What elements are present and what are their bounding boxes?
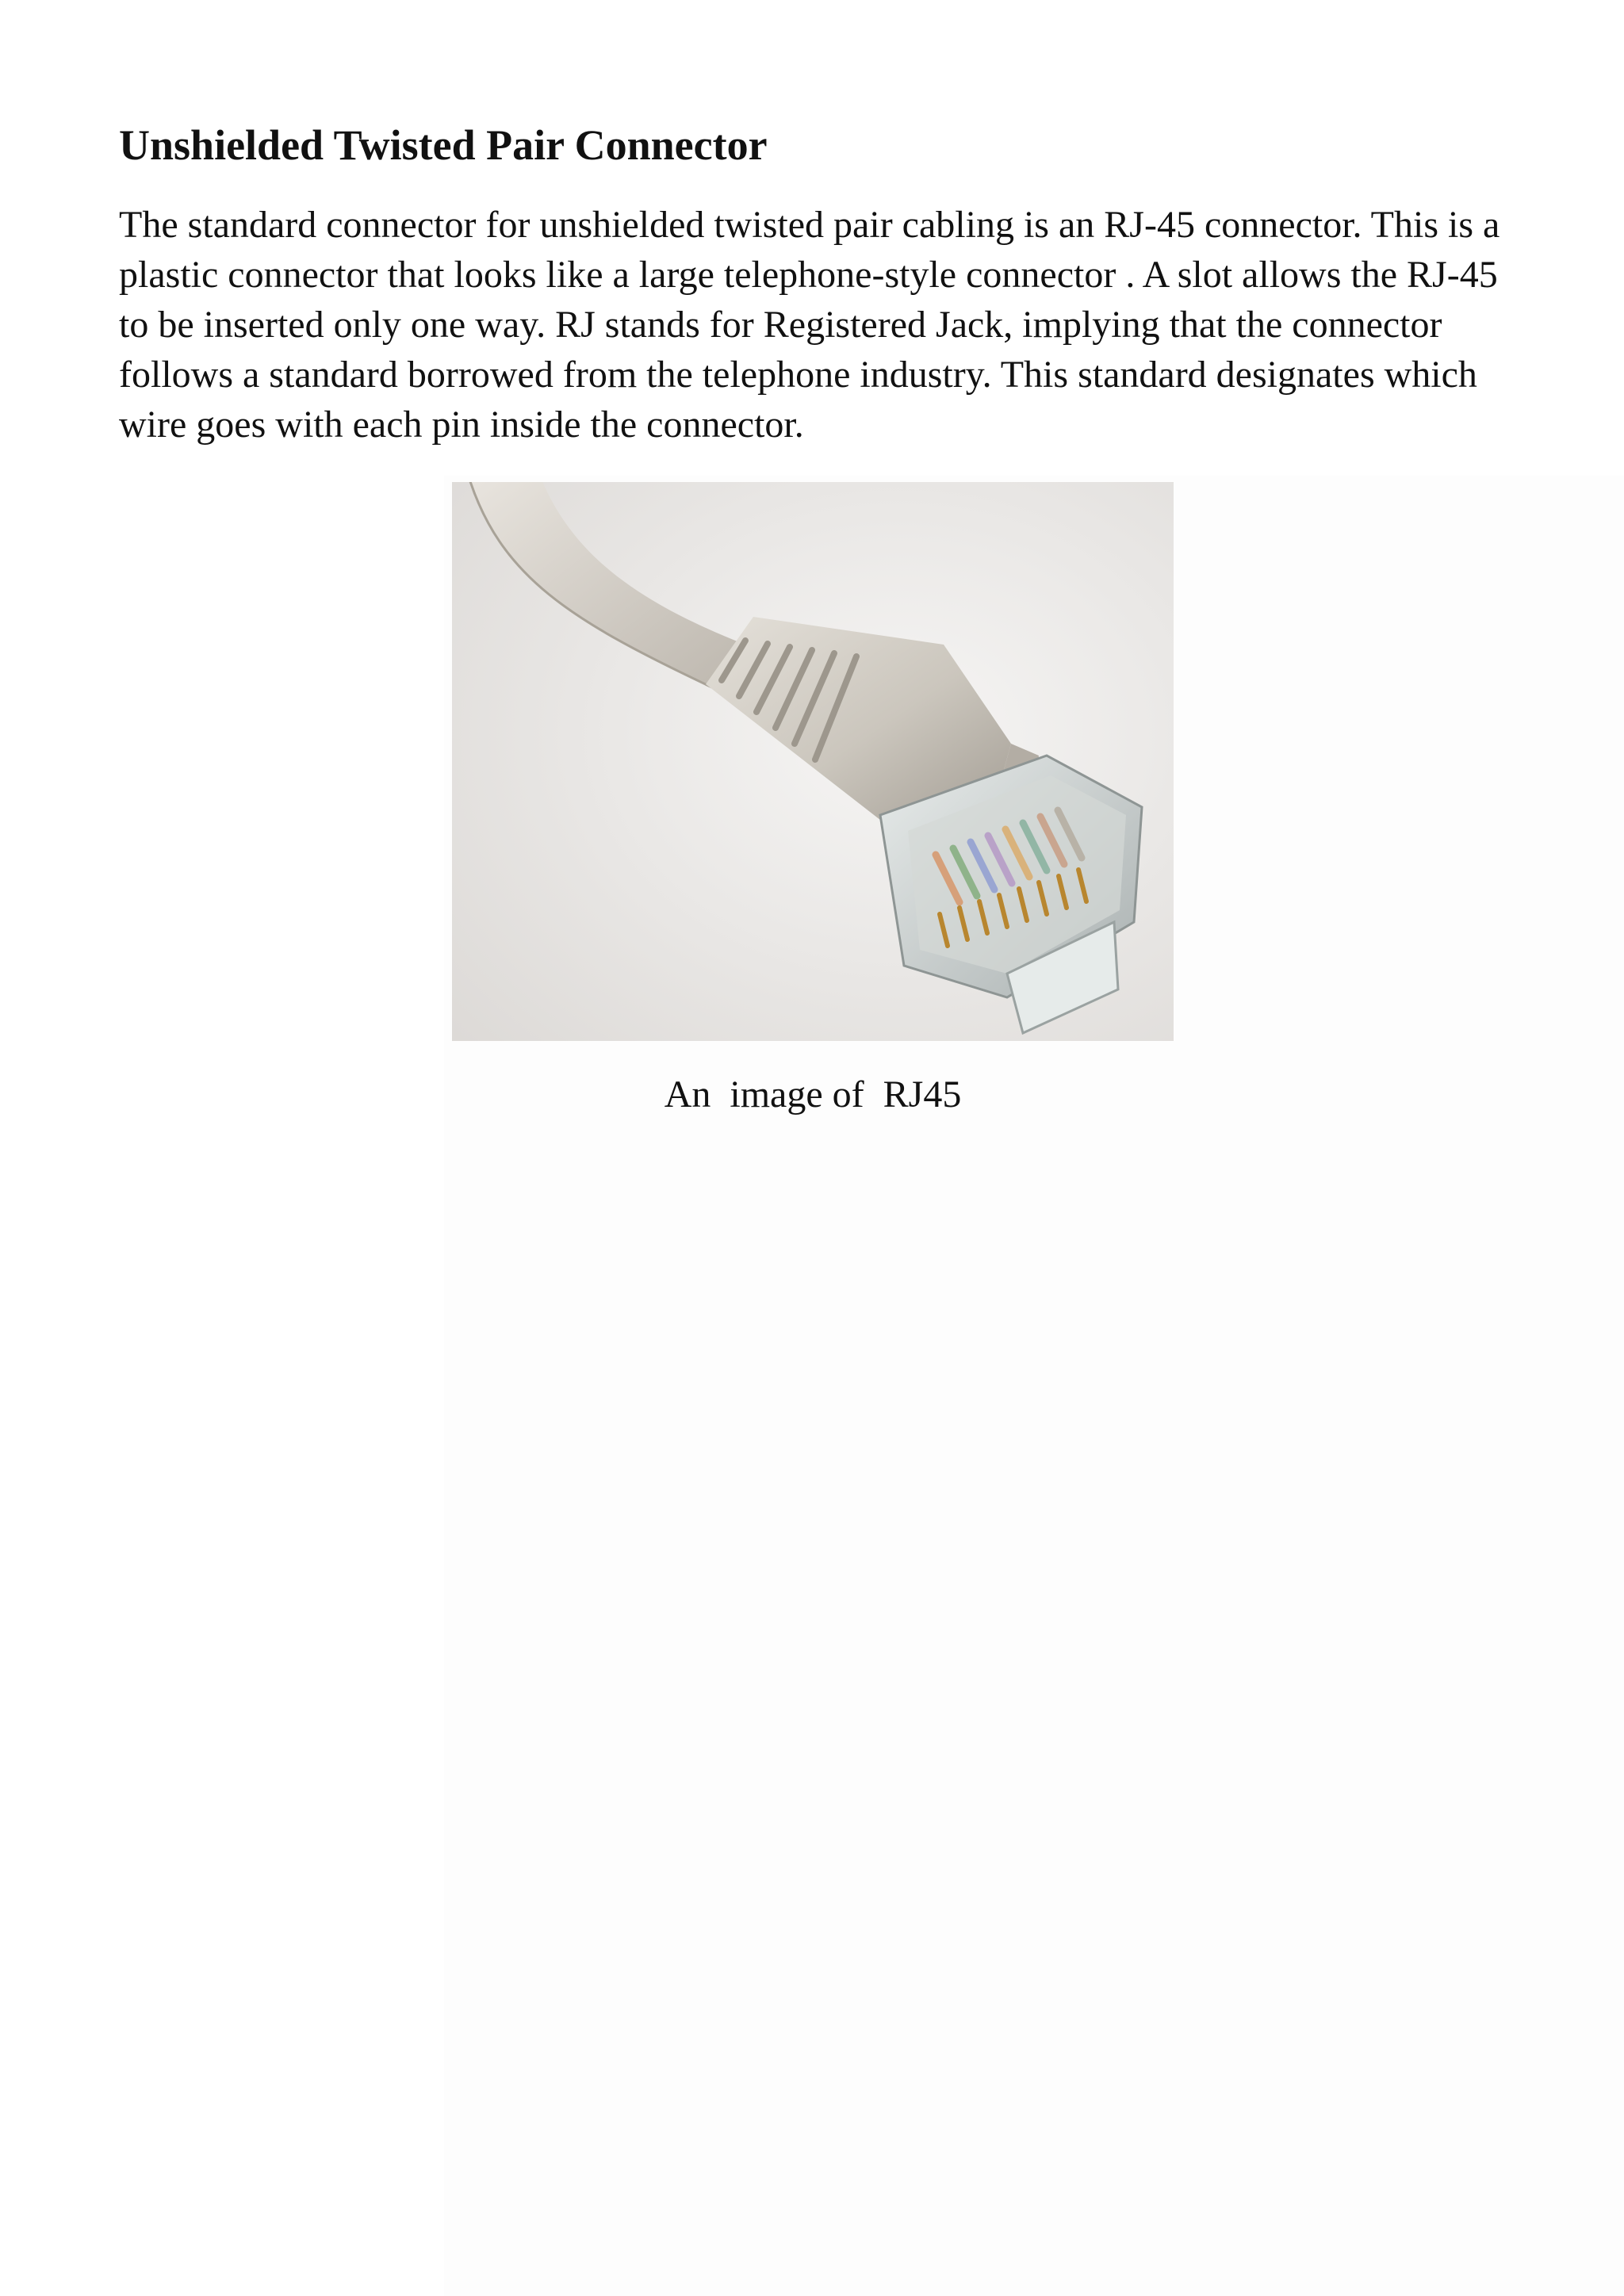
rj45-connector-photo	[452, 482, 1174, 1041]
paragraph-line: plastic connector that looks like a large telephone-style connector . A slot allows the RJ-45	[119, 254, 1498, 296]
paragraph-line: to be inserted only one way. RJ stands for Registered Jack, implying that the connector	[119, 304, 1442, 346]
figure-caption: An image of RJ45	[664, 1073, 962, 1115]
paragraph-line: The standard connector for unshielded twisted pair cabling is an RJ-45 connector. This is a	[119, 204, 1500, 246]
section-heading: Unshielded Twisted Pair Connector	[119, 121, 768, 169]
body-paragraph	[119, 200, 1515, 450]
paragraph-line: wire goes with each pin inside the connector.	[119, 404, 804, 446]
paragraph-line: follows a standard borrowed from the telephone industry. This standard designates which	[119, 354, 1477, 396]
